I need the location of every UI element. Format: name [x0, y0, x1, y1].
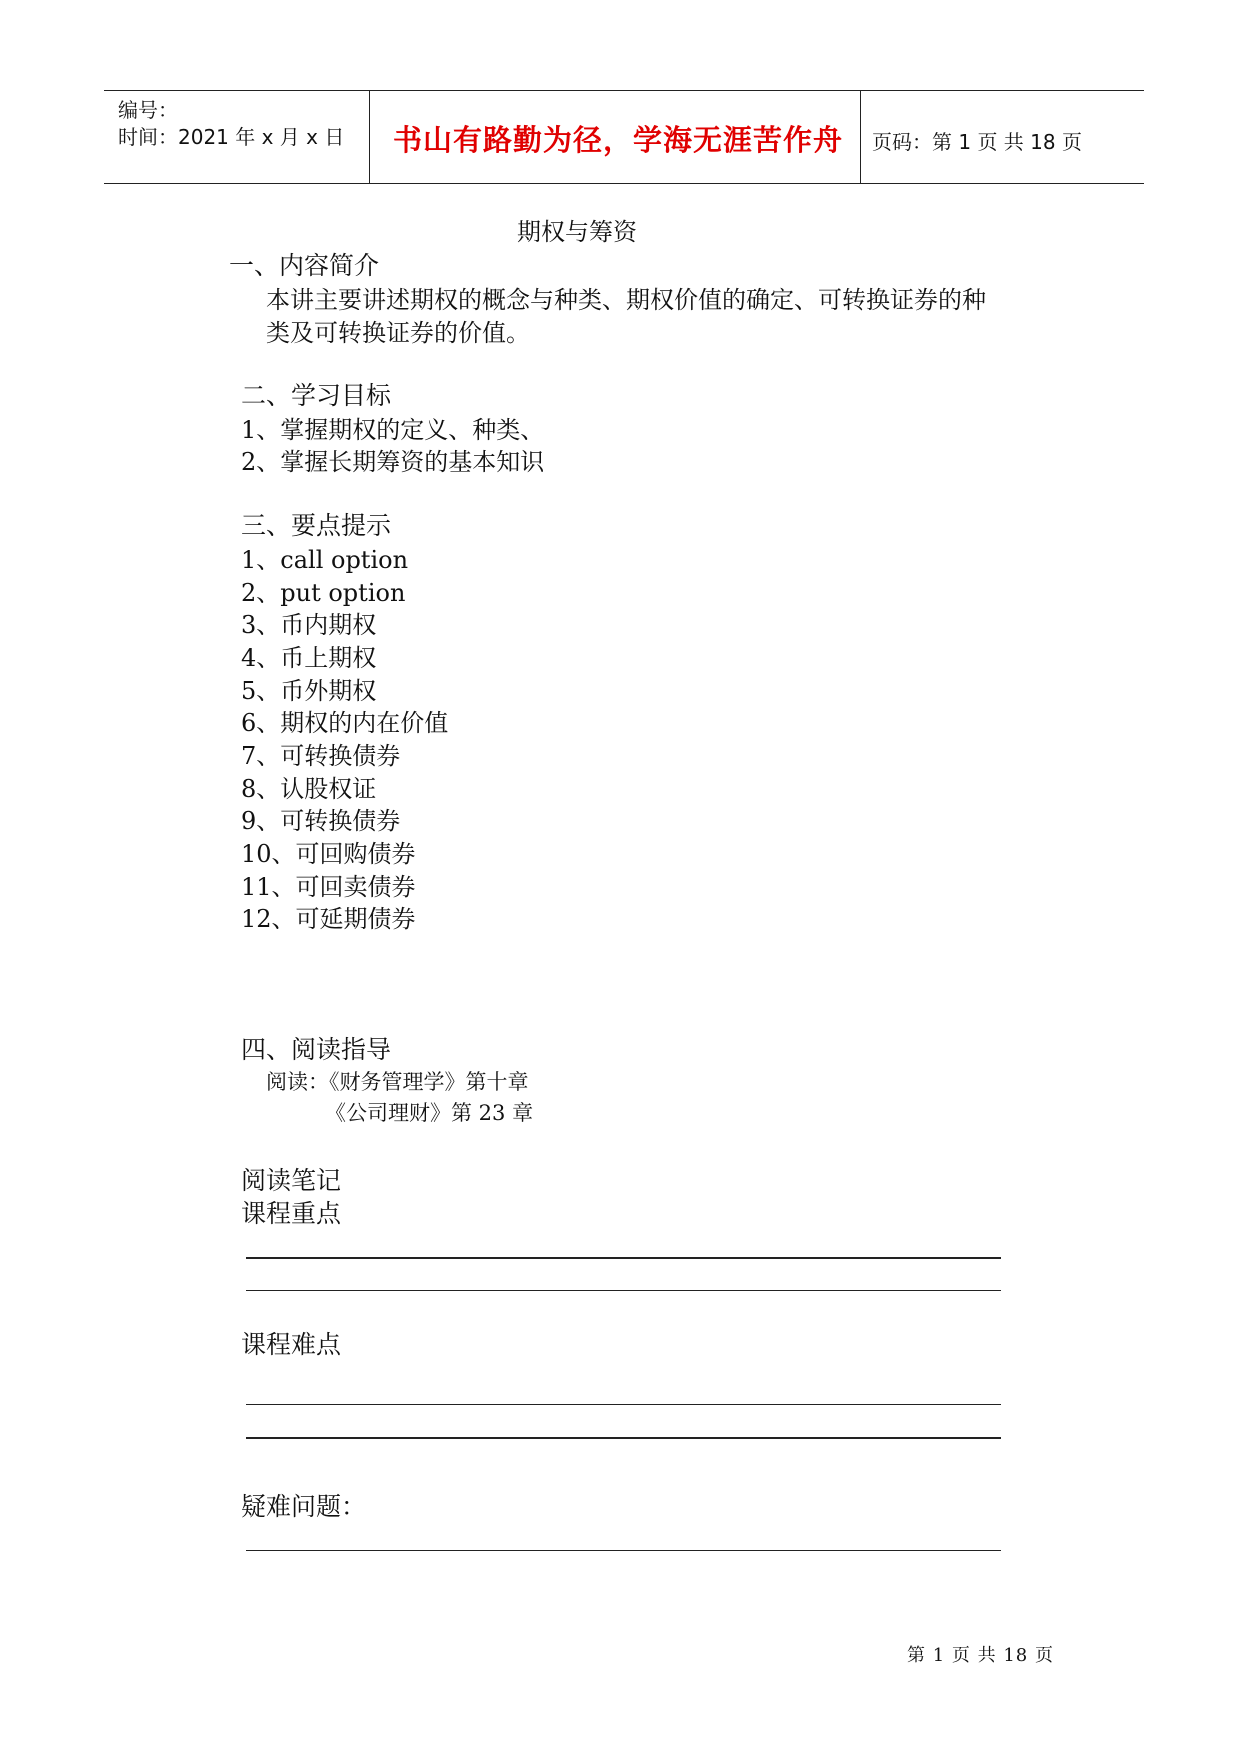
key-points-answer-line-1 — [246, 1257, 1001, 1259]
questions-answer-line — [246, 1550, 1001, 1551]
reading-line-2: 《公司理财》第 23 章 — [325, 1101, 534, 1125]
section3-item-3: 3、币内期权 — [241, 611, 377, 639]
header-time-label: 时间：2021 年 x 月 x 日 — [118, 125, 345, 149]
section4-heading: 四、阅读指导 — [241, 1035, 392, 1064]
key-points-answer-line-2 — [246, 1290, 1001, 1291]
section3-item-10: 10、可回购债券 — [241, 840, 416, 868]
reading-line-1: 阅读：《财务管理学》第十章 — [266, 1070, 529, 1094]
header-page-label: 页码：第 1 页 共 18 页 — [872, 130, 1082, 154]
section2-item-2: 2、掌握长期筹资的基本知识 — [241, 448, 545, 476]
section3-item-7: 7、可转换债券 — [241, 742, 401, 770]
document-title: 期权与筹资 — [517, 218, 637, 246]
header-divider-right — [860, 90, 861, 184]
section1-heading: 一、内容简介 — [229, 251, 380, 280]
section3-item-1: 1、call option — [241, 546, 409, 574]
section3-item-2: 2、put option — [241, 579, 406, 607]
section3-item-12: 12、可延期债券 — [241, 905, 416, 933]
section3-item-4: 4、币上期权 — [241, 644, 377, 672]
section1-line-2: 类及可转换证券的价值。 — [266, 319, 530, 347]
questions-label: 疑难问题： — [241, 1492, 367, 1521]
section2-item-1: 1、掌握期权的定义、种类、 — [241, 416, 545, 444]
section3-heading: 三、要点提示 — [241, 511, 392, 540]
key-points-label: 课程重点 — [241, 1199, 342, 1228]
page-footer: 第 1 页 共 18 页 — [907, 1645, 1054, 1666]
header-motto: 书山有路勤为径，学海无涯苦作舟 — [393, 123, 844, 157]
header-number-label: 编号： — [118, 98, 178, 122]
difficulties-answer-line-1 — [246, 1404, 1001, 1405]
section3-item-5: 5、币外期权 — [241, 677, 377, 705]
header-top-border — [104, 90, 1144, 91]
section3-item-6: 6、期权的内在价值 — [241, 709, 449, 737]
section2-heading: 二、学习目标 — [241, 381, 392, 410]
difficulties-label: 课程难点 — [241, 1330, 342, 1359]
section3-item-9: 9、可转换债券 — [241, 807, 401, 835]
section1-line-1: 本讲主要讲述期权的概念与种类、期权价值的确定、可转换证券的种 — [266, 286, 986, 314]
difficulties-answer-line-2 — [246, 1437, 1001, 1439]
header-divider-left — [369, 90, 370, 184]
section3-item-11: 11、可回卖债券 — [241, 873, 416, 901]
header-bottom-border — [104, 183, 1144, 184]
section3-item-8: 8、认股权证 — [241, 775, 377, 803]
reading-notes-heading: 阅读笔记 — [241, 1166, 342, 1195]
